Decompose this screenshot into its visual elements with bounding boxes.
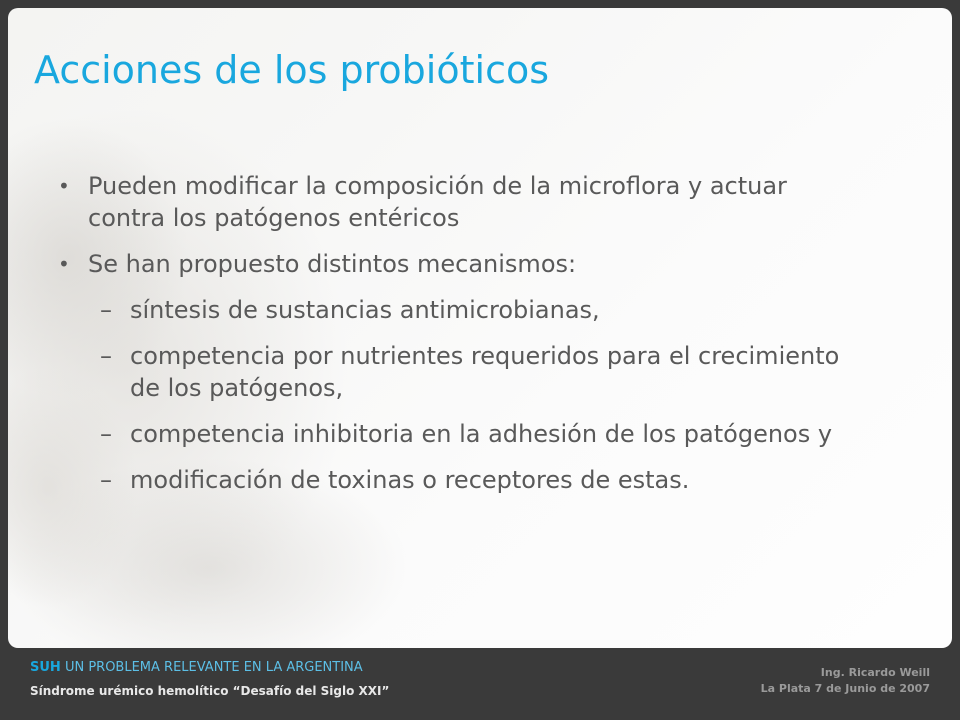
sub-marker: –	[100, 296, 112, 324]
sub-item	[50, 340, 870, 404]
sub-text: síntesis de sustancias antimicrobianas,	[130, 296, 600, 324]
sub-marker: –	[100, 420, 112, 448]
sub-item	[50, 464, 870, 496]
sub-text: modificación de toxinas o receptores de estas.	[130, 466, 690, 494]
bullet-marker: •	[58, 252, 70, 276]
sub-text: competencia inhibitoria en la adhesión de los patógenos y	[130, 420, 833, 448]
sub-marker: –	[100, 466, 112, 494]
slide-content	[50, 170, 870, 510]
bullet-item	[50, 248, 870, 280]
slide-title: Acciones de los probióticos	[34, 48, 550, 92]
sub-item	[50, 294, 870, 326]
bullet-item	[50, 170, 870, 234]
footer-place-date: La Plata 7 de Junio de 2007	[760, 682, 930, 695]
bullet-text: Pueden modificar la composición de la microflora y actuar contra los patógenos entéricos	[88, 172, 787, 232]
bullet-marker: •	[58, 174, 70, 198]
footer-brand-suh: SUH	[30, 660, 61, 675]
footer-subtitle: Síndrome urémico hemolítico “Desafío del Siglo XXI”	[30, 684, 390, 698]
sub-item	[50, 418, 870, 450]
bullet-text: Se han propuesto distintos mecanismos:	[88, 250, 577, 278]
footer-author: Ing. Ricardo Weill	[820, 666, 930, 679]
sub-marker: –	[100, 342, 112, 370]
slide-footer	[0, 648, 960, 720]
footer-brand-text: UN PROBLEMA RELEVANTE EN LA ARGENTINA	[60, 660, 363, 675]
footer-brand	[30, 660, 363, 675]
sub-text: competencia por nutrientes requeridos para el crecimiento de los patógenos,	[130, 342, 840, 402]
